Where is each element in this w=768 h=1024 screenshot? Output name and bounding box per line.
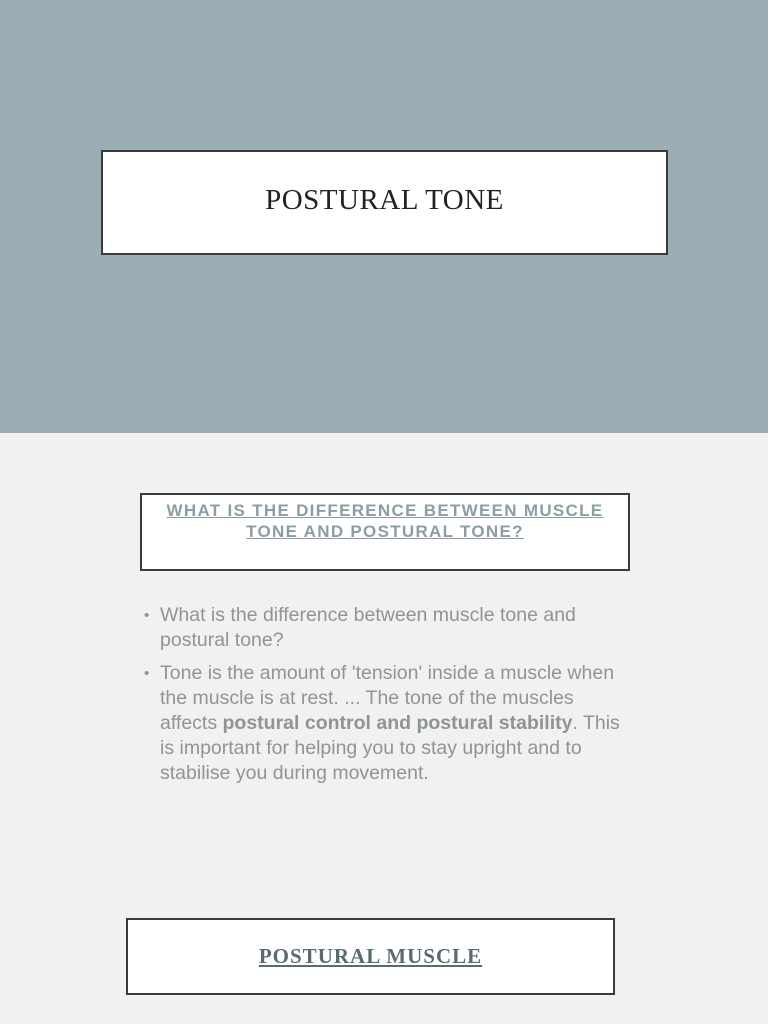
next-slide-title: POSTURAL MUSCLE — [258, 944, 483, 968]
bullet-text: . This is important for helping you to stay upright and to stabilise you during movement. — [160, 712, 620, 784]
bullet-text: Tone is the amount of 'tension' inside a muscle when the muscle is at rest. ... The tone of the muscles affects — [160, 662, 615, 734]
bullet-item — [144, 661, 624, 786]
bullet-list — [144, 603, 624, 794]
bullet-bold-text: postural control and postural stability — [222, 712, 573, 734]
next-slide-title-box — [126, 918, 615, 995]
bullet-dot-icon: • — [144, 607, 150, 624]
bullet-dot-icon: • — [144, 665, 150, 682]
title-box — [101, 150, 668, 255]
bullet-item — [144, 603, 624, 653]
heading-box — [140, 493, 630, 571]
title-slide — [0, 0, 768, 433]
bullet-text: What is the difference between muscle tone and postural tone? — [160, 604, 576, 651]
content-slide — [0, 433, 768, 1024]
slide-title: POSTURAL TONE — [265, 184, 504, 216]
slide-heading: WHAT IS THE DIFFERENCE BETWEEN MUSCLE TONE AND POSTURAL TONE? — [166, 501, 604, 541]
